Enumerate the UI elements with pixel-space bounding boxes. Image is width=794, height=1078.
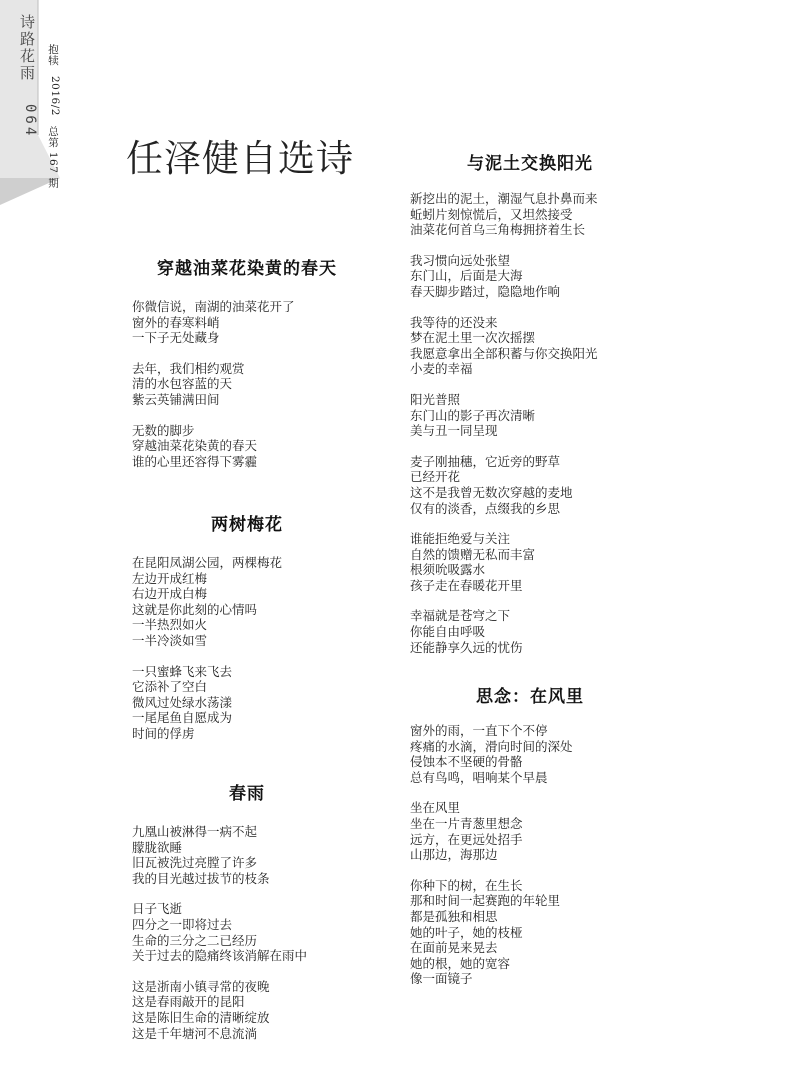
stanza bbox=[410, 454, 650, 516]
poem-line: 窗外的雨，一直下个不停 bbox=[410, 723, 548, 738]
poem-line: 谁的心里还容得下雾霾 bbox=[132, 453, 258, 469]
issue-date: 2016/2 bbox=[49, 76, 61, 116]
poem-line: 无数的脚步 bbox=[132, 422, 195, 438]
poem-line: 左边开成红梅 bbox=[132, 570, 208, 586]
stanza bbox=[132, 555, 362, 649]
poem-line: 都是孤独和相思 bbox=[410, 908, 498, 924]
issue-total: 总第 167 期 bbox=[47, 125, 59, 189]
stanza bbox=[132, 979, 362, 1041]
poem-line: 梦在泥土里一次次摇摆 bbox=[410, 330, 536, 346]
stanza bbox=[410, 608, 650, 655]
poem-line: 在昆阳凤湖公园，两棵梅花 bbox=[132, 555, 283, 570]
poem-line: 旧瓦被洗过亮膛了许多 bbox=[132, 855, 258, 871]
poem-line: 这就是你此刻的心情吗 bbox=[132, 601, 258, 617]
page-number: 064 bbox=[22, 104, 38, 139]
poem-line: 一只蜜蜂飞来飞去 bbox=[132, 663, 233, 679]
poem-line: 朦胧欲睡 bbox=[132, 839, 183, 855]
poem-line: 去年，我们相约观赏 bbox=[132, 360, 245, 376]
poem-title: 思念：在风里 bbox=[476, 687, 584, 707]
poem-line: 阳光普照 bbox=[410, 391, 461, 407]
poem-line: 紫云英铺满田间 bbox=[132, 391, 220, 407]
issue-info bbox=[46, 44, 61, 188]
poem-chuanyue bbox=[132, 254, 362, 469]
poem-line: 蚯蚓片刻惊慌后，又坦然接受 bbox=[410, 206, 573, 222]
stanza bbox=[132, 664, 362, 742]
stanza bbox=[132, 423, 362, 470]
section-name: 诗路花雨 bbox=[18, 14, 36, 82]
poem-line: 九凰山被淋得一病不起 bbox=[132, 824, 258, 839]
poem-line: 远方，在更远处招手 bbox=[410, 831, 523, 847]
page-title: 任泽健自选诗 bbox=[126, 137, 354, 180]
poem-chunyu bbox=[132, 779, 362, 1041]
poem-line: 窗外的春寒料峭 bbox=[132, 314, 220, 330]
poem-line: 孩子走在春暖花开里 bbox=[410, 577, 523, 593]
stanza bbox=[410, 878, 650, 987]
poem-line: 侵蚀本不坚硬的骨骼 bbox=[410, 754, 523, 770]
poem-title: 春雨 bbox=[229, 784, 265, 804]
poem-line: 这是浙南小镇寻常的夜晚 bbox=[132, 978, 270, 994]
poem-line: 它添补了空白 bbox=[132, 679, 208, 695]
poem-line: 这是陈旧生命的清晰绽放 bbox=[132, 1009, 270, 1025]
poem-line: 疼痛的水滴，滑向时间的深处 bbox=[410, 738, 573, 754]
poem-line: 那和时间一起赛跑的年轮里 bbox=[410, 893, 561, 909]
poem-line: 仅有的淡香，点缀我的乡思 bbox=[410, 500, 561, 516]
poem-line: 她的叶子，她的枝桠 bbox=[410, 924, 523, 940]
poem-line: 我习惯向远处张望 bbox=[410, 252, 511, 268]
poem-line: 根须吮吸露水 bbox=[410, 562, 486, 578]
poem-line: 油菜花何首乌三角梅拥挤着生长 bbox=[410, 222, 586, 238]
poem-line: 穿越油菜花染黄的春天 bbox=[132, 438, 258, 454]
poem-line: 麦子刚抽穗，它近旁的野草 bbox=[410, 453, 561, 469]
poem-line: 我愿意拿出全部积蓄与你交换阳光 bbox=[410, 345, 598, 361]
stanza bbox=[132, 824, 362, 886]
poem-line: 一半冷淡如雪 bbox=[132, 632, 208, 648]
stanza bbox=[410, 315, 650, 377]
journal-name: 抱犊 bbox=[47, 44, 59, 66]
poem-title: 与泥土交换阳光 bbox=[467, 154, 593, 174]
poem-liangshu-meihua bbox=[132, 510, 362, 742]
poem-title: 穿越油菜花染黄的春天 bbox=[157, 259, 337, 279]
poem-sinian-zai-fengli bbox=[410, 682, 650, 987]
poem-line: 已经开花 bbox=[410, 469, 461, 485]
poem-line: 你种下的树，在生长 bbox=[410, 877, 523, 893]
stanza bbox=[410, 191, 650, 238]
poem-line: 四分之一即将过去 bbox=[132, 916, 233, 932]
poem-line: 幸福就是苍穹之下 bbox=[410, 608, 511, 624]
poem-line: 东门山的影子再次清晰 bbox=[410, 407, 536, 423]
poem-line: 一尾尾鱼自愿成为 bbox=[132, 710, 233, 726]
poem-line: 你微信说，南湖的油菜花开了 bbox=[132, 299, 295, 314]
poem-line: 清的水包容蓝的天 bbox=[132, 376, 233, 392]
stanza bbox=[132, 299, 362, 346]
poem-line: 这是春雨敲开的昆阳 bbox=[132, 994, 245, 1010]
poem-line: 春天脚步踏过，隐隐地作响 bbox=[410, 283, 561, 299]
poem-line: 自然的馈赠无私而丰富 bbox=[410, 546, 536, 562]
poem-line: 这不是我曾无数次穿越的麦地 bbox=[410, 484, 573, 500]
poem-line: 坐在一片青葱里想念 bbox=[410, 815, 523, 831]
poem-line: 总有鸟鸣，唱响某个早晨 bbox=[410, 769, 548, 785]
poem-line: 日子飞逝 bbox=[132, 901, 183, 917]
poem-line: 生命的三分之二已经历 bbox=[132, 932, 258, 948]
poem-title: 两树梅花 bbox=[211, 515, 283, 535]
poem-line: 我的目光越过拔节的枝条 bbox=[132, 870, 270, 886]
poem-line: 谁能拒绝爱与关注 bbox=[410, 531, 511, 547]
poem-line: 小麦的幸福 bbox=[410, 361, 473, 377]
poem-line: 一下子无处藏身 bbox=[132, 330, 220, 346]
poem-line: 这是千年塘河不息流淌 bbox=[132, 1025, 258, 1041]
poem-line: 还能静享久远的忧伤 bbox=[410, 639, 523, 655]
poem-line: 你能自由呼吸 bbox=[410, 624, 486, 640]
poem-line: 在面前晃来晃去 bbox=[410, 940, 498, 956]
stanza bbox=[410, 800, 650, 862]
poem-line: 我等待的还没来 bbox=[410, 314, 498, 330]
poem-line: 山那边，海那边 bbox=[410, 847, 498, 863]
poem-line: 新挖出的泥土，潮湿气息扑鼻而来 bbox=[410, 191, 598, 206]
poem-line: 关于过去的隐痛终该消解在雨中 bbox=[132, 948, 308, 964]
stanza bbox=[410, 531, 650, 593]
poem-line: 坐在风里 bbox=[410, 800, 461, 816]
poem-line: 一半热烈如火 bbox=[132, 617, 208, 633]
poem-yu-nitu-jiaohuan-yangguang bbox=[410, 149, 650, 655]
stanza bbox=[132, 361, 362, 408]
stanza bbox=[410, 253, 650, 300]
poem-line: 右边开成白梅 bbox=[132, 586, 208, 602]
stanza bbox=[410, 723, 650, 785]
poem-line: 时间的俘虏 bbox=[132, 725, 195, 741]
poem-line: 美与丑一同呈现 bbox=[410, 423, 498, 439]
poem-line: 像一面镜子 bbox=[410, 971, 473, 987]
poem-line: 她的根，她的宽容 bbox=[410, 955, 511, 971]
poem-line: 微风过处绿水荡漾 bbox=[132, 694, 233, 710]
poem-line: 东门山，后面是大海 bbox=[410, 268, 523, 284]
stanza bbox=[132, 901, 362, 963]
stanza bbox=[410, 392, 650, 439]
